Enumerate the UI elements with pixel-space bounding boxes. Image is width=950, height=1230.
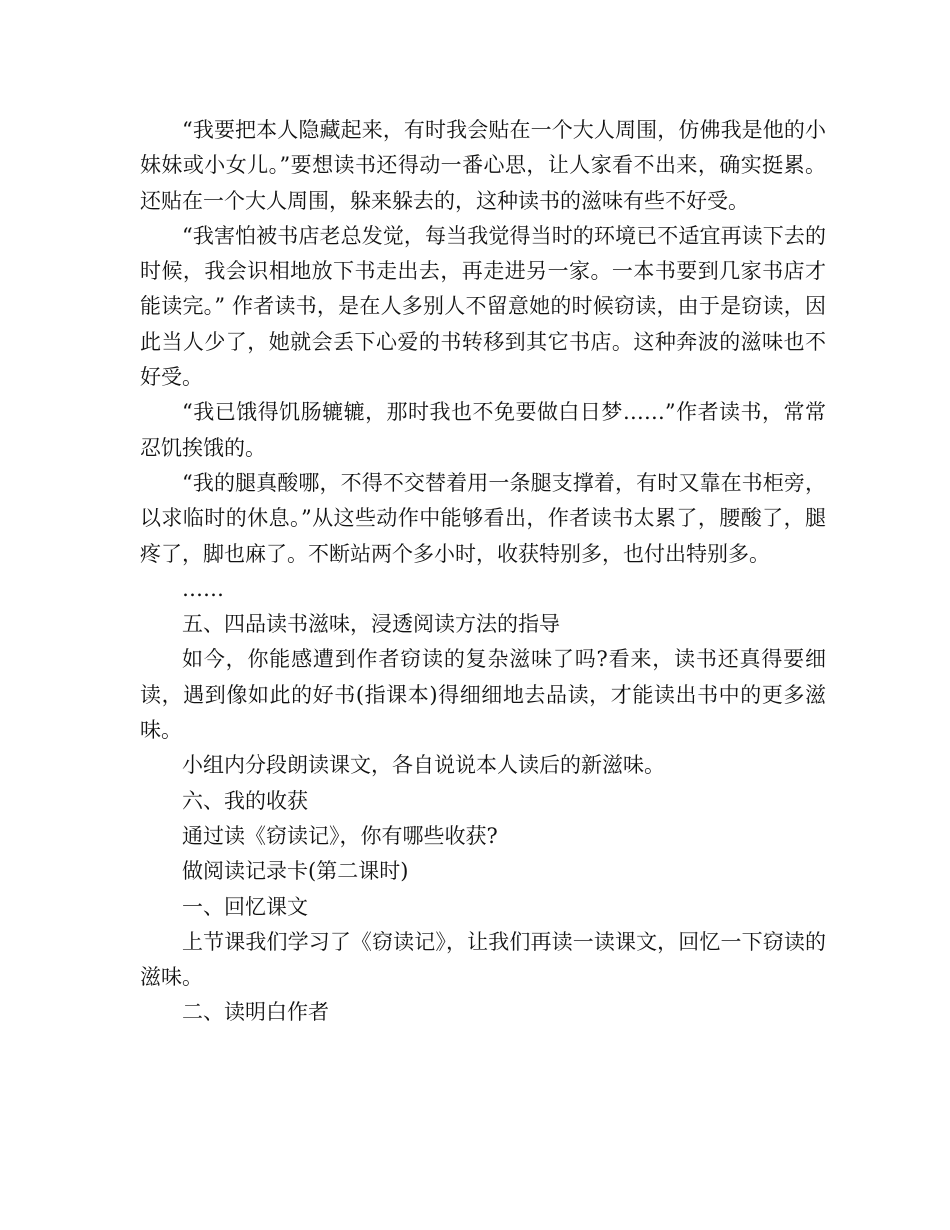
paragraph-fear-of-owner: “我害怕被书店老总发觉，每当我觉得当时的环境已不适宜再读下去的时候，我会识相地放下书走出去，再走进另一家。一本书要到几家书店才能读完。” 作者读书，是在人多别人不留意她的时候窃读，由于是窃读，因此当人少了，她就会丢下心爱的书转移到其它书店。这种奔波的滋味也不好受。 (140, 223, 826, 390)
section-heading-five: 五、四品读书滋味，浸透阅读方法的指导 (182, 612, 560, 637)
paragraph-review-text: 上节课我们学习了《窃读记》，让我们再读一读课文，回忆一下窃读的滋味。 (140, 929, 826, 990)
section-heading-six: 六、我的收获 (182, 788, 308, 813)
ellipsis-line: …… (182, 576, 224, 601)
paragraph-sore-legs: “我的腿真酸哪，不得不交替着用一条腿支撑着，有时又靠在书柜旁，以求临时的休息。”从这些动作中能够看出，作者读书太累了，腰酸了，腿疼了，脚也麻了。不断站两个多小时，收获特别多，也付出特别多。 (140, 470, 826, 566)
section-heading-review: 一、回忆课文 (182, 894, 308, 919)
section-heading-understand-author: 二、读明白作者 (182, 1000, 329, 1025)
paragraph-harvest-question: 通过读《窃读记》，你有哪些收获? (182, 823, 498, 848)
reading-record-card-heading: 做阅读记录卡(第二课时) (182, 859, 409, 884)
paragraph-group-reading: 小组内分段朗读课文，各自说说本人读后的新滋味。 (182, 753, 665, 778)
paragraph-complex-taste: 如今，你能感遭到作者窃读的复杂滋味了吗?看来，读书还真得要细读，遇到像如此的好书(指课本)得细细地去品读，才能读出书中的更多滋味。 (140, 647, 826, 743)
document-page (140, 113, 826, 1031)
paragraph-hunger: “我已饿得饥肠辘辘，那时我也不免要做白日梦……”作者读书，常常忍饥挨饿的。 (140, 400, 826, 460)
paragraph-hiding-near-adult: “我要把本人隐藏起来，有时我会贴在一个大人周围，仿佛我是他的小妹妹或小女儿。”要想读书还得动一番心思，让人家看不出来，确实挺累。还贴在一个大人周围，躲来躲去的，这种读书的滋味有些不好受。 (140, 118, 826, 213)
